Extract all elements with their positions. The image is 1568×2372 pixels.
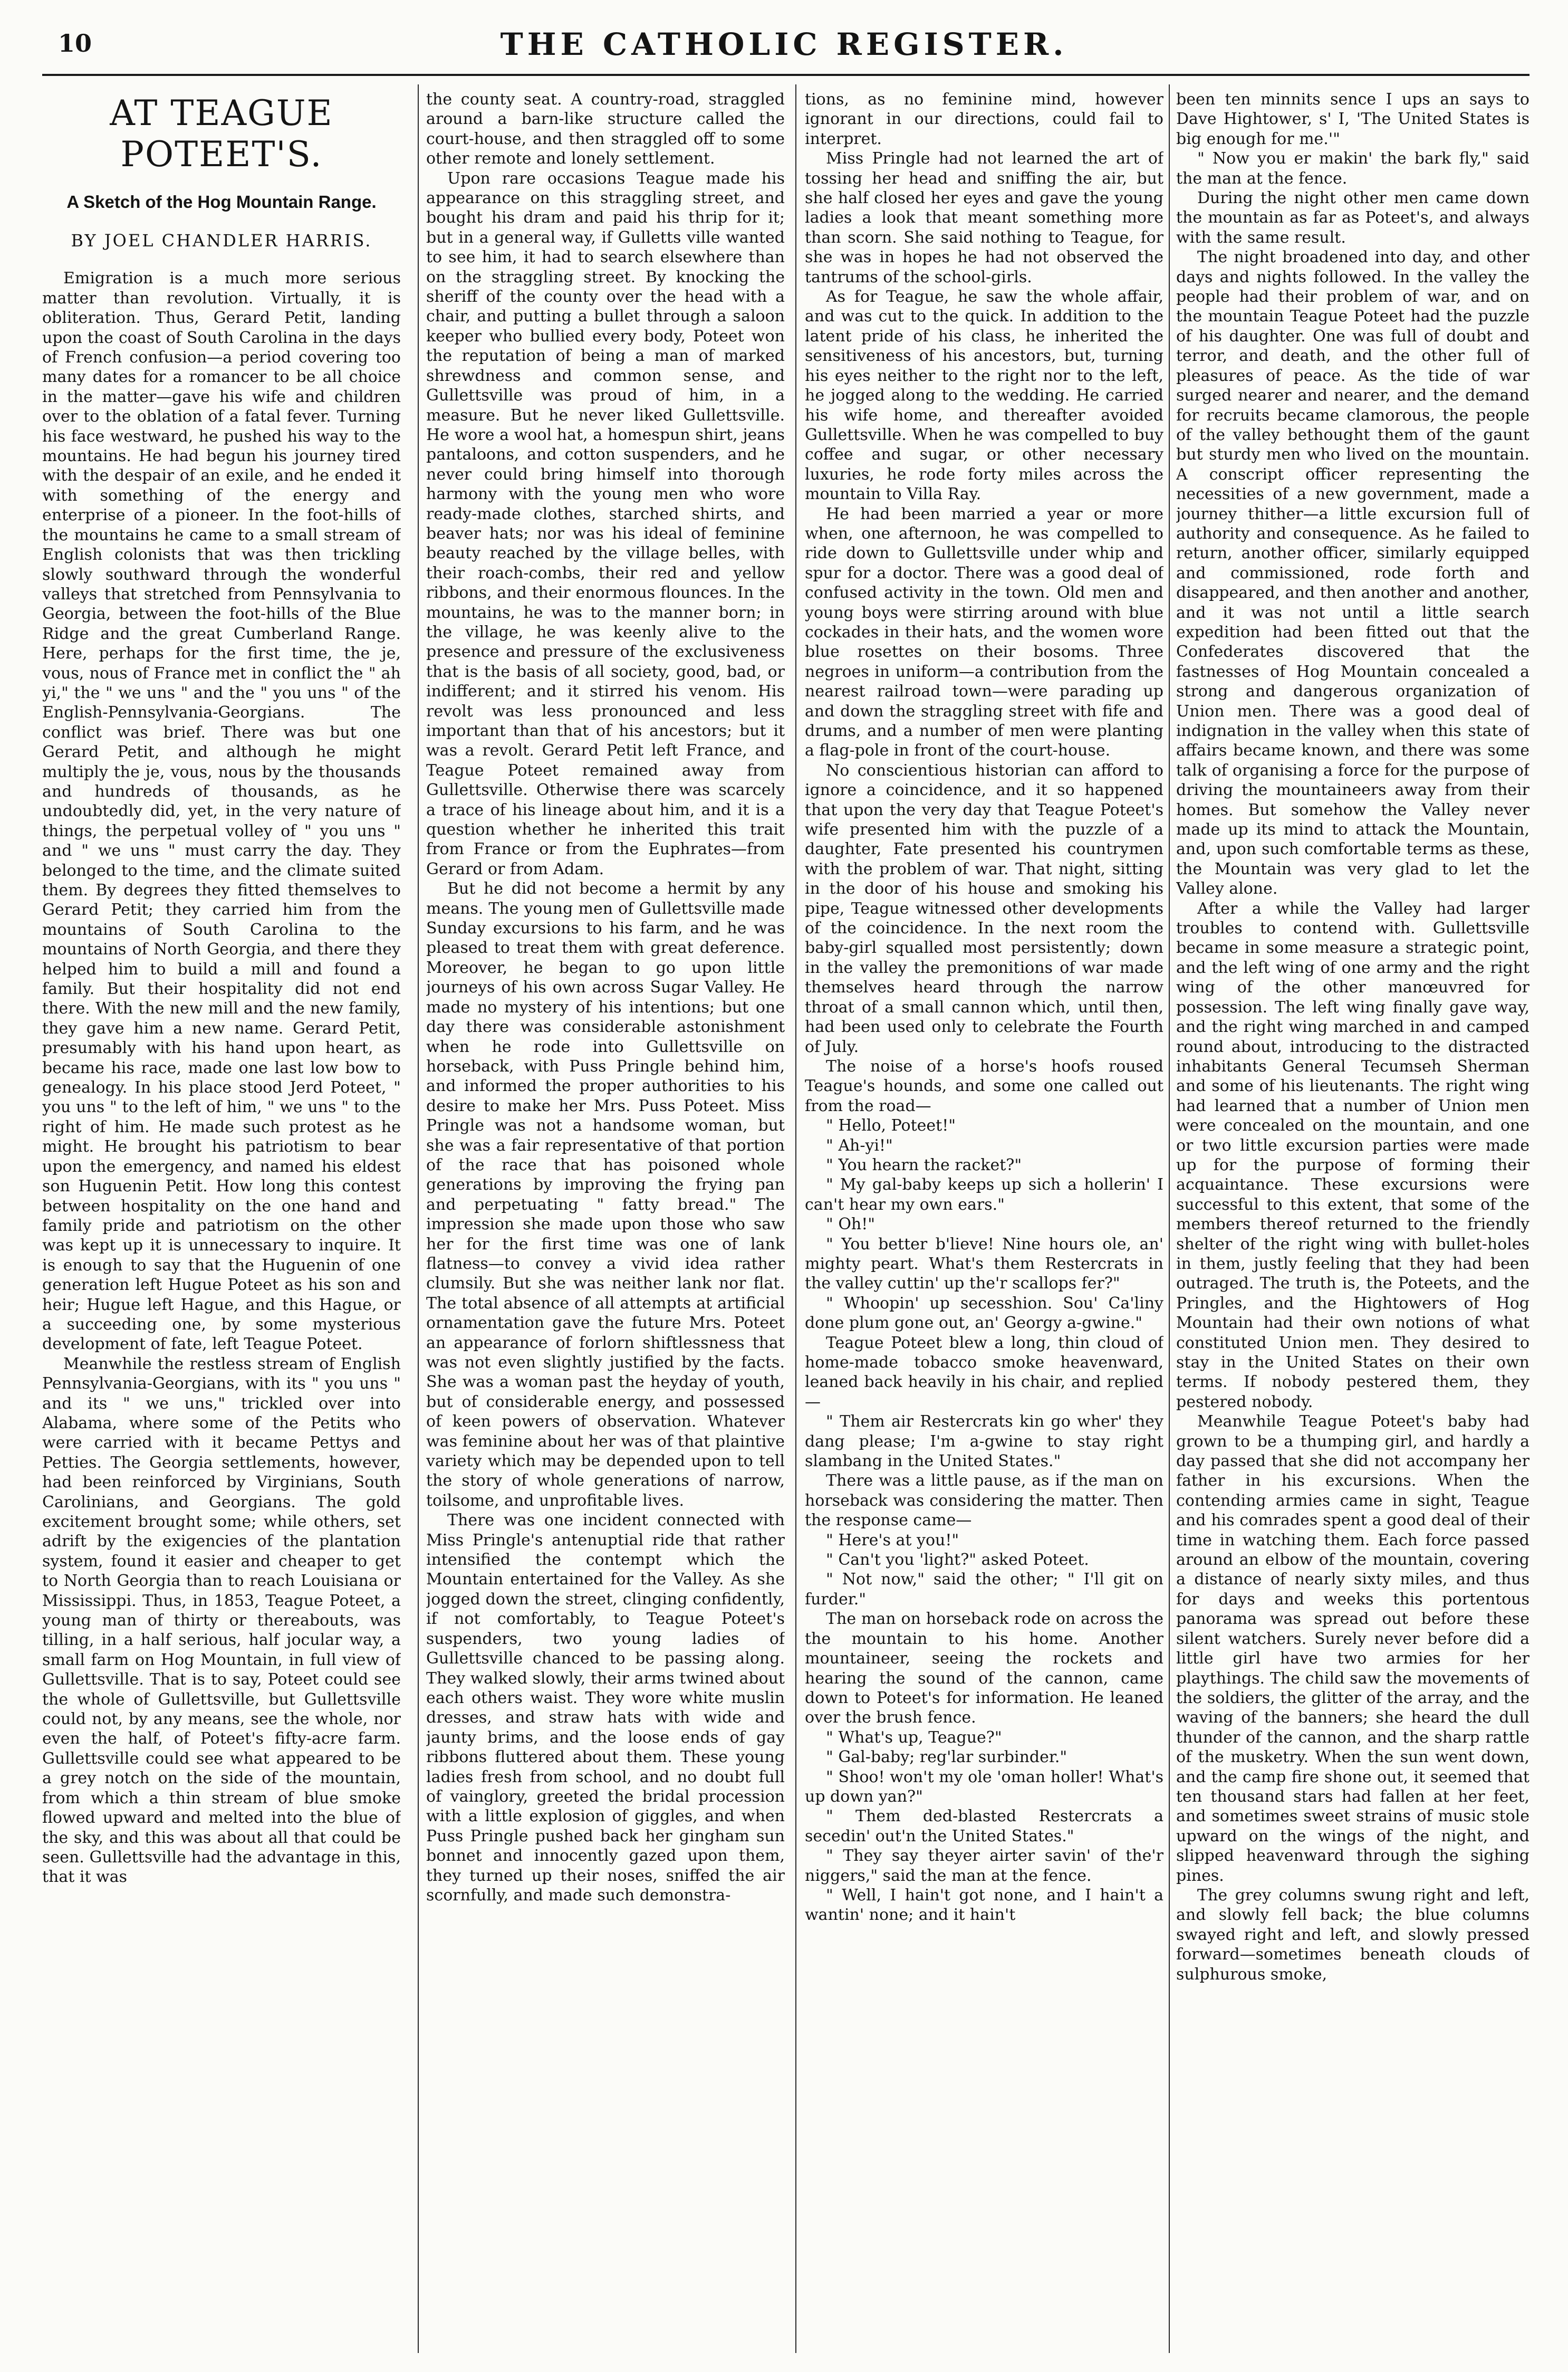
newspaper-title: THE CATHOLIC REGISTER. (500, 26, 1068, 62)
paragraph: Upon rare occasions Teague made his appearance on this straggling street, and bought his dram and paid his thrip for it; but in a general way, if Gulletts ville wanted to see him, it had to search elsewhere than on the straggling street. By knocking the sheriff of the county over the head with a chair, and putting a bullet through a saloon keeper who bullied every body, Poteet won the reputation of being a man of marked shrewdness and common sense, and Gullettsville was proud of him, in a measure. But he never liked Gullettsville. He wore a wool hat, a homespun shirt, jeans pantaloons, and cotton suspenders, and he never could bring himself into thorough harmony with the young men who wore ready-made clothes, starched shirts, and beaver hats; nor was his ideal of feminine beauty reached by the village belles, with their roach-combs, their red and yellow ribbons, and their enormous flounces. In the mountains, he was to the manner born; in the village, he was keenly alive to the presence and pressure of the exclusiveness that is the basis of all society, good, bad, or indifferent; and it stirred his venom. His revolt was less pronounced and less important than that of his ancestors; but it was a revolt. Gerard Petit left France, and Teague Poteet remained away from Gullettsville. Otherwise there was scarcely a trace of his lineage about him, and it is a question whether he inherited this trait from France or from the Euphrates—from Gerard or from Adam. (426, 169, 785, 878)
paragraph: " My gal-baby keeps up sich a hollerin' I can't hear my own ears." (805, 1175, 1163, 1214)
paragraph: " Them air Restercrats kin go wher' they dang please; I'm a-gwine to stay right slambang in the United States." (805, 1412, 1163, 1471)
page-number: 10 (58, 29, 92, 58)
column-divider (1169, 84, 1170, 2353)
paragraph: Miss Pringle had not learned the art of tossing her head and sniffing the air, but she half closed her eyes and gave the young ladies a look that meant something more than scorn. She said nothing to Teague, for she was in hopes he had not observed the tantrums of the school-girls. (805, 149, 1163, 286)
paragraph: As for Teague, he saw the whole affair, and was cut to the quick. In addition to the latent pride of his class, he inherited the sensitiveness of his ancestors, but, turning his eyes neither to the right nor to the left, he jogged along to the wedding. He carried his wife home, and thereafter avoided Gullettsville. When he was compelled to buy coffee and sugar, or other necessary luxuries, he rode forty miles across the mountain to Villa Ray. (805, 288, 1163, 504)
paragraph: There was a little pause, as if the man on horseback was considering the matter. Then the response came— (805, 1471, 1163, 1530)
paragraph: " Well, I hain't got none, and I hain't a wantin' none; and it hain't (805, 1886, 1163, 1925)
paragraph: During the night other men came down the mountain as far as Poteet's, and always with the same result. (1176, 189, 1529, 247)
column-divider (418, 84, 419, 2353)
paragraph: " Not now," said the other; " I'll git on furder." (805, 1570, 1163, 1609)
paragraph: " Now you er makin' the bark fly," said the man at the fence. (1176, 149, 1529, 188)
paragraph: been ten minnits sence I ups an says to Dave Hightower, s' I, 'The United States is big enough for me.'" (1176, 90, 1529, 148)
column-3-body (805, 90, 1163, 1925)
paragraph: " Oh!" (826, 1215, 876, 1234)
column-4 (1176, 90, 1529, 2353)
paragraph: " Ah-yi!" (826, 1136, 893, 1155)
paragraph: " Shoo! won't my ole 'oman holler! What's up down yan?" (805, 1767, 1163, 1806)
paragraph: Meanwhile Teague Poteet's baby had grown to be a thumping girl, and hardly a day passed that she did not accompany her father in his excursions. When the contending armies came in sight, Teague and his comrades spent a good deal of their time in watching them. Each force passed around an elbow of the mountain, covering a distance of nearly sixty miles, and thus for days and weeks this portentous panorama was spread out before these silent watchers. Surely never before did a little girl have two armies for her playthings. The child saw the movements of the soldiers, the glitter of the array, and the waving of the banners; she heard the dull thunder of the cannon, and the sharp rattle of the musketry. When the sun went down, and the camp fire shone out, it seemed that ten thousand stars had fallen at her feet, and sometimes sweet strains of music stole upward on the wings of the night, and slipped heavenward through the sighing pines. (1176, 1412, 1529, 1885)
column-1 (42, 90, 401, 2353)
paragraph: " Can't you 'light?" asked Poteet. (826, 1551, 1089, 1570)
paragraph: " You hearn the racket?" (826, 1155, 1022, 1174)
column-divider (795, 84, 796, 2353)
paragraph: He had been married a year or more when, one afternoon, he was compelled to ride down to Gullettsville under whip and spur for a doctor. There was a good deal of confused activity in the town. Old men and young boys were stirring around with blue cockades in their hats, and the women wore blue rosettes on their bosoms. Three negroes in uniform—a contribution from the nearest railroad town—were parading up and down the straggling street with fife and drums, and a number of men were planting a flag-pole in front of the court-house. (805, 504, 1163, 760)
paragraph: " Them ded-blasted Restercrats a secedin' out'n the United States." (805, 1807, 1163, 1845)
paragraph: " They say theyer airter savin' of the'r niggers," said the man at the fence. (805, 1847, 1163, 1885)
article-subtitle: A Sketch of the Hog Mountain Range. (66, 192, 377, 212)
paragraph: Teague Poteet blew a long, thin cloud of home-made tobacco smoke heavenward, leaned back heavily in his chair, and replied— (805, 1333, 1163, 1411)
column-3 (805, 90, 1163, 2353)
column-4-body (1176, 90, 1529, 1984)
paragraph: " What's up, Teague?" (826, 1728, 1002, 1747)
paragraph: the county seat. A country-road, straggled around a barn-like structure called the court-house, and then straggled off to some other remote and lonely settlement. (426, 90, 785, 168)
column-1-body (42, 269, 401, 1887)
paragraph: But he did not become a hermit by any means. The young men of Gullettsville made Sunday excursions to his farm, and he was pleased to treat them with great deference. Moreover, he began to go upon little journeys of his own across Sugar Valley. He made no mystery of his intentions; but one day there was considerable astonishment when he rode into Gullettsville on horseback, with Puss Pringle behind him, and informed the proper authorities to his desire to make her Mrs. Puss Poteet. Miss Pringle was not a handsome woman, but she was a fair representative of that portion of the race that has poisoned whole generations by improving the frying pan and perpetuating " fatty bread." The impression she made upon those who saw her for the first time was one of lank flatness—to convey a vivid idea rather clumsily. But she was neither lank nor flat. The total absence of all attempts at artificial ornamentation gave the future Mrs. Poteet an appearance of forlorn shiftlessness that was not even slightly justified by the facts. She was a woman past the heyday of youth, but of considerable energy, and possessed of keen powers of observation. Whatever was feminine about her was of that plaintive variety which may be depended upon to tell the story of whole generations of narrow, toilsome, and unprofitable lives. (426, 879, 785, 1510)
article-byline: BY JOEL CHANDLER HARRIS. (71, 231, 372, 251)
paragraph: The night broadened into day, and other days and nights followed. In the valley the people had their problem of war, and on the mountain Teague Poteet had the puzzle of his daughter. One was full of doubt and terror, and death, and the other full of pleasures of peace. As the tide of war surged nearer and nearer, and the demand for recruits became clamorous, the people of the valley bethought them of the gaunt but sturdy men who lived on the mountain. A conscript officer representing the necessities of a new government, made a journey thither—a little excursion full of authority and consequence. As he failed to return, another officer, similarly equipped and commissioned, rode forth and disappeared, and then another and another, and it was not until a little search expedition had been fitted out that the Confederates discovered that the fastnesses of Hog Mountain concealed a strong and dangerous organization of Union men. There was a good deal of indignation in the valley when this state of affairs became known, and there was some talk of organising a force for the purpose of driving the mountaineers away from their homes. But somehow the Valley never made up its mind to attack the Mountain, and, upon such comfortable terms as these, the Mountain was very glad to let the Valley alone. (1176, 248, 1529, 898)
header-rule (42, 74, 1529, 76)
paragraph: The man on horseback rode on across the the mountain to his home. Another mountaineer, seeing the rockets and hearing the sound of the cannon, came down to Poteet's for information. He leaned over the brush fence. (805, 1610, 1163, 1727)
column-2-body (426, 90, 785, 1905)
paragraph: " You better b'lieve! Nine hours ole, an' mighty peart. What's them Restercrats in the valley cuttin' up the'r scallops fer?" (805, 1235, 1163, 1293)
paragraph: After a while the Valley had larger troubles to contend with. Gullettsville became in some measure a strategic point, and the left wing of one army and the right wing of the other manœuvred for possession. The left wing finally gave way, and the right wing marched in and camped round about, introducing to the distracted inhabitants General Tecumseh Sherman and some of his lieutenants. The right wing had learned that a number of Union men were concealed on the mountain, and one or two little excursion parties were made up for the purpose of forming their acquaintance. These excursions were successful to this extent, that some of the members thereof returned to the friendly shelter of the right wing with bullet-holes in them, justly feeling that they had been outraged. The truth is, the Poteets, and the Pringles, and the Hightowers of Hog Mountain had their own notions of what constituted Union men. They desired to stay in the United States on their own terms. If nobody pestered them, they pestered nobody. (1176, 899, 1529, 1411)
paragraph: " Gal-baby; reg'lar surbinder." (826, 1748, 1067, 1767)
column-2 (426, 90, 785, 2353)
paragraph: Emigration is a much more serious matter than revolution. Virtually, it is obliteration. Thus, Gerard Petit, landing upon the coast of South Carolina in the days of French confusion—a period covering too many dates for a romancer to be all choice in the matter—gave his wife and children over to the oblation of a fatal fever. Turning his face westward, he pushed his way to the mountains. He had begun his journey tired with the despair of an exile, and he ended it with something of the energy and enterprise of a pioneer. In the foot-hills of the mountains he came to a small stream of English colonists that was then trickling slowly southward through the wonderful valleys that stretched from Pennsylvania to Georgia, between the foot-hills of the Blue Ridge and the great Cumberland Range. Here, perhaps for the first time, the je, vous, nous of France met in conflict the " ah yi," the " we uns " and the " you uns " of the English-Pennsylvania-Georgians. The conflict was brief. There was but one Gerard Petit, and although he might multiply the je, vous, nous by the thousands and hundreds of thousands, as he undoubtedly did, yet, in the very nature of things, the perpetual volley of " you uns " and " we uns " must carry the day. They belonged to the time, and the climate suited them. By degrees they fitted themselves to Gerard Petit; they carried him from the mountains of South Carolina to the mountains of North Georgia, and there they helped him to build a mill and found a family. But their hospitality did not end there. With the new mill and the new family, they gave him a new name. Gerard Petit, presumably with his hand upon heart, as became his race, made one last low bow to genealogy. In his place stood Jerd Poteet, " you uns " to the left of him, " we uns " to the right of him. He made such protest as he might. He brought his patriotism to bear upon the emergency, and named his eldest son Huguenin Petit. How long this contest between hospitality on the one hand and family pride and patriotism on the other was kept up it is unnecessary to inquire. It is enough to say that the Huguenin of one generation left Hugue Poteet as his son and heir; Hugue left Hague, and this Hague, or a succeeding one, by some mysterious development of fate, left Teague Poteet. (42, 269, 401, 1354)
paragraph: " Whoopin' up secesshion. Sou' Ca'liny done plum gone out, an' Georgy a-gwine." (805, 1294, 1163, 1333)
paragraph: The noise of a horse's hoofs roused Teague's hounds, and some one called out from the road— (805, 1057, 1163, 1115)
article-title: AT TEAGUE POTEET'S. (110, 93, 333, 175)
paragraph: No conscientious historian can afford to ignore a coincidence, and it so happened that upon the very day that Teague Poteet's wife presented him with the puzzle of a daughter, Fate presented his countrymen with the problem of war. That night, sitting in the door of his house and smoking his pipe, Teague witnessed other developments of the coincidence. In the next room the baby-girl squalled most persistently; down in the valley the premonitions of war made themselves heard through the narrow throat of a small cannon which, until then, had been used only to celebrate the Fourth of July. (805, 761, 1163, 1056)
paragraph: " Here's at you!" (826, 1531, 959, 1550)
paragraph: tions, as no feminine mind, however ignorant in our directions, could fail to interpret. (805, 90, 1163, 148)
paragraph: The grey columns swung right and left, and slowly fell back; the blue columns swayed right and left, and slowly pressed forward—sometimes beneath clouds of sulphurous smoke, (1176, 1886, 1529, 1984)
paragraph: There was one incident connected with Miss Pringle's antenuptial ride that rather intensified the contempt which the Mountain entertained for the Valley. As she jogged down the street, clinging confidently, if not comfortably, to Teague Poteet's suspenders, two young ladies of Gullettsville chanced to be passing along. They walked slowly, their arms twined about each others waist. They wore white muslin dresses, and straw hats with wide and jaunty brims, and the loose ends of gay ribbons fluttered about them. These young ladies fresh from school, and no doubt full of vainglory, greeted the bridal procession with a little explosion of giggles, and when Puss Pringle pushed back her gingham sun bonnet and innocently gazed upon them, they turned up their noses, sniffed the air scornfully, and made such demonstra- (426, 1511, 785, 1905)
paragraph: Meanwhile the restless stream of English Pennsylvania-Georgians, with its " you uns " and its " we uns," trickled over into Alabama, where some of the Petits who were carried with it became Pettys and Petties. The Georgia settlements, however, had been reinforced by Virginians, South Carolinians, and Georgians. The gold excitement brought some; while others, set adrift by the exigencies of the plantation system, found it easier and cheaper to get to North Georgia than to reach Louisiana or Mississippi. Thus, in 1853, Teague Poteet, a young man of thirty or thereabouts, was tilling, in a half serious, half jocular way, a small farm on Hog Mountain, in full view of Gullettsville. That is to say, Poteet could see the whole of Gullettsville, but Gullettsville could not, by any means, see the whole, nor even the half, of Poteet's fifty-acre farm. Gullettsville could see what appeared to be a grey notch on the side of the mountain, from which a thin stream of blue smoke flowed upward and melted into the blue of the sky, and this was about all that could be seen. Gullettsville had the advantage in this, that it was (42, 1354, 401, 1887)
paragraph: " Hello, Poteet!" (826, 1116, 956, 1135)
